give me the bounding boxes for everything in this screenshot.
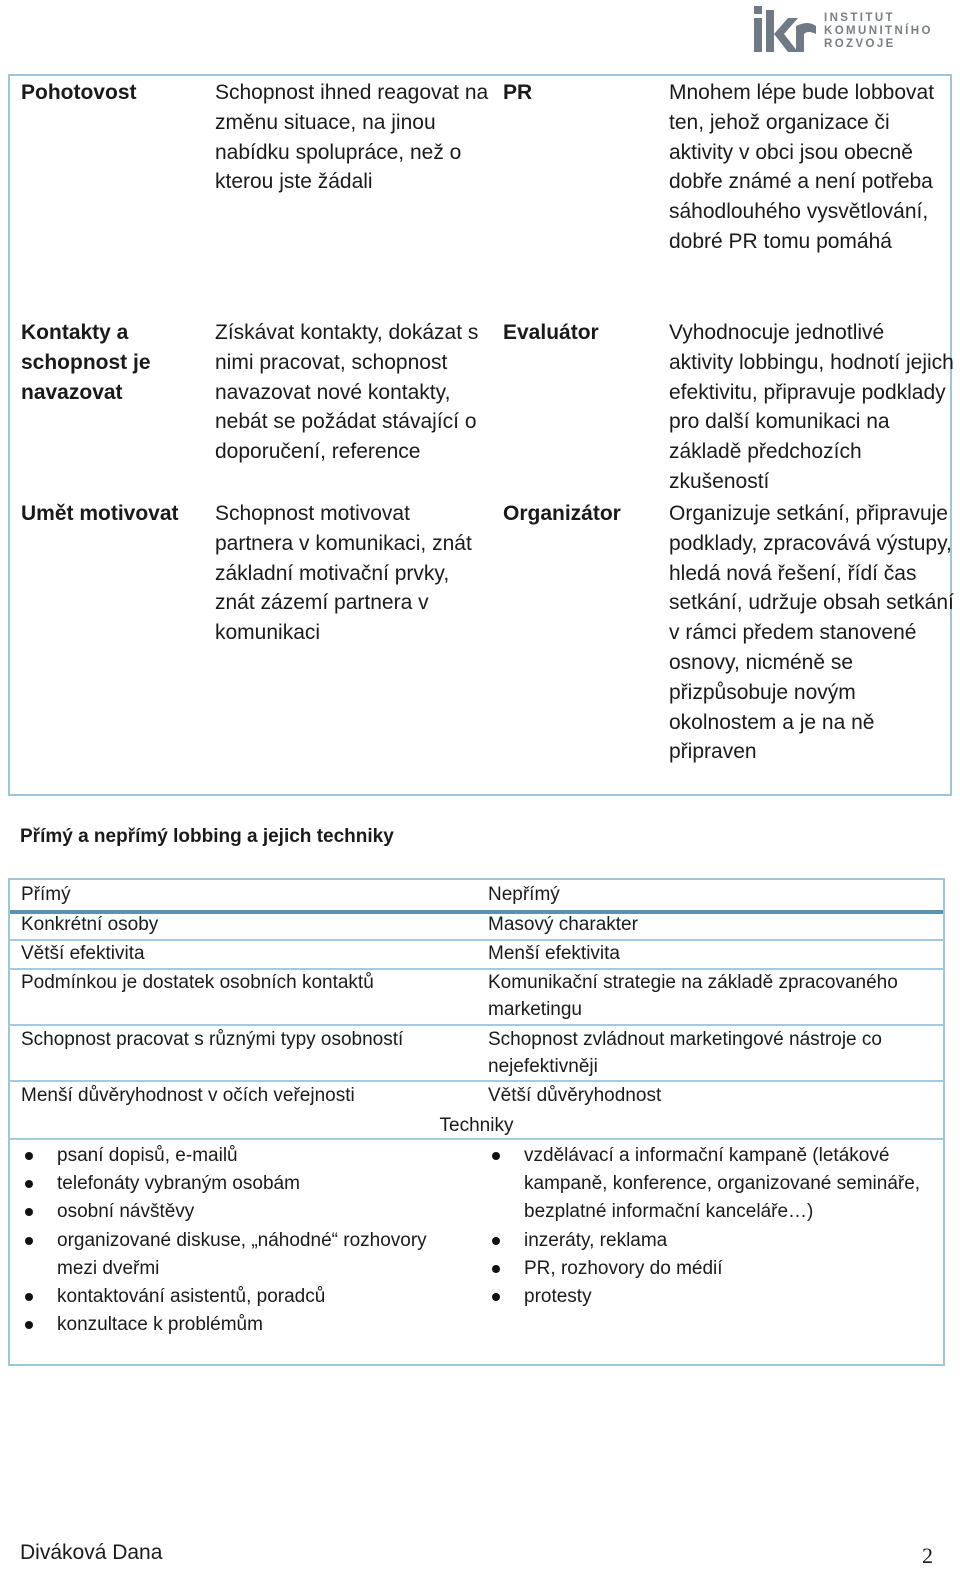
table-cell-right: Menší efektivita bbox=[488, 943, 620, 964]
list-item: psaní dopisů, e-mailů bbox=[21, 1142, 471, 1170]
table-header bbox=[10, 880, 943, 914]
role-cell: Evaluátor bbox=[503, 321, 599, 344]
lobbying-comparison-table bbox=[8, 878, 945, 1366]
table-cell-left: Větší efektivita bbox=[21, 943, 145, 964]
term-cell: Kontakty a schopnost je navazovat bbox=[21, 321, 151, 404]
header-indirect: Nepřímý bbox=[488, 884, 560, 905]
description-cell: Schopnost ihned reagovat na změnu situace, na jinou nabídku spolupráce, než o kterou jste žádali bbox=[215, 81, 489, 194]
list-item: PR, rozhovory do médií bbox=[488, 1255, 938, 1283]
role-cell: PR bbox=[503, 81, 533, 104]
logo-line-2: KOMUNITNÍHO bbox=[824, 25, 933, 37]
list-item: kontaktování asistentů, poradců bbox=[21, 1283, 471, 1311]
term-cell: Pohotovost bbox=[21, 81, 137, 104]
footer-author: Diváková Dana bbox=[20, 1541, 163, 1564]
list-item: inzeráty, reklama bbox=[488, 1227, 938, 1255]
techniques-title: Techniky bbox=[439, 1115, 514, 1136]
table-cell-right: Větší důvěryhodnost bbox=[488, 1085, 662, 1106]
list-item: konzultace k problémům bbox=[21, 1311, 471, 1339]
list-item: telefonáty vybraným osobám bbox=[21, 1170, 471, 1198]
section-heading: Přímý a nepřímý lobbing a jejich techniky bbox=[20, 826, 394, 847]
role-description-cell: Mnohem lépe bude lobbovat ten, jehož organizace či aktivity v obci jsou obecně dobře známé a není potřeba sáhodlouhého vysvětlování, dobré PR tomu pomáhá bbox=[669, 81, 935, 253]
table-cell-right: Schopnost zvládnout marketingové nástroje co nejefektivněji bbox=[488, 1029, 882, 1077]
header-direct: Přímý bbox=[21, 884, 71, 905]
ikr-logo-icon bbox=[752, 4, 818, 54]
skills-roles-table bbox=[8, 74, 952, 796]
term-cell: Umět motivovat bbox=[21, 502, 179, 525]
logo-line-1: INSTITUT bbox=[824, 12, 895, 24]
table-cell-left: Menší důvěryhodnost v očích veřejnosti bbox=[21, 1085, 355, 1106]
description-cell: Získávat kontakty, dokázat s nimi pracovat, schopnost navazovat nové kontakty, nebát se požádat stávající o doporučení, reference bbox=[215, 321, 479, 464]
table-cell-left: Schopnost pracovat s různými typy osobností bbox=[21, 1029, 404, 1050]
table-cell-right: Komunikační strategie na základě zpracovaného marketingu bbox=[488, 972, 898, 1020]
role-description-cell: Vyhodnocuje jednotlivé aktivity lobbingu, hodnotí jejich efektivitu, připravuje podklady pro další komunikaci na základě předchozích zkušeností bbox=[669, 321, 954, 493]
list-item: protesty bbox=[488, 1283, 938, 1311]
role-cell: Organizátor bbox=[503, 502, 621, 525]
description-cell: Schopnost motivovat partnera v komunikaci, znát základní motivační prvky, znát zázemí partnera v komunikaci bbox=[215, 502, 472, 645]
list-item: osobní návštěvy bbox=[21, 1198, 471, 1226]
institute-logo bbox=[752, 4, 952, 54]
table-cell-left: Podmínkou je dostatek osobních kontaktů bbox=[21, 972, 374, 993]
indirect-techniques-list bbox=[488, 1142, 938, 1311]
logo-line-3: ROZVOJE bbox=[824, 38, 896, 50]
list-item: organizované diskuse, „náhodné“ rozhovory mezi dveřmi bbox=[21, 1227, 471, 1283]
direct-techniques-list bbox=[21, 1142, 471, 1339]
table-cell-left: Konkrétní osoby bbox=[21, 914, 159, 935]
page-number: 2 bbox=[922, 1543, 933, 1568]
list-item: vzdělávací a informační kampaně (letákové kampaně, konference, organizované semináře, bezplatné informační kanceláře…) bbox=[488, 1142, 938, 1227]
table-cell-right: Masový charakter bbox=[488, 914, 638, 935]
row-divider bbox=[10, 1138, 943, 1140]
role-description-cell: Organizuje setkání, připravuje podklady, zpracovává výstupy, hledá nová řešení, řídí čas setkání, udržuje obsah setkání v rámci předem stanovené osnovy, nicméně se přizpůsobuje novým okolnostem a je na ně připraven bbox=[669, 502, 954, 764]
